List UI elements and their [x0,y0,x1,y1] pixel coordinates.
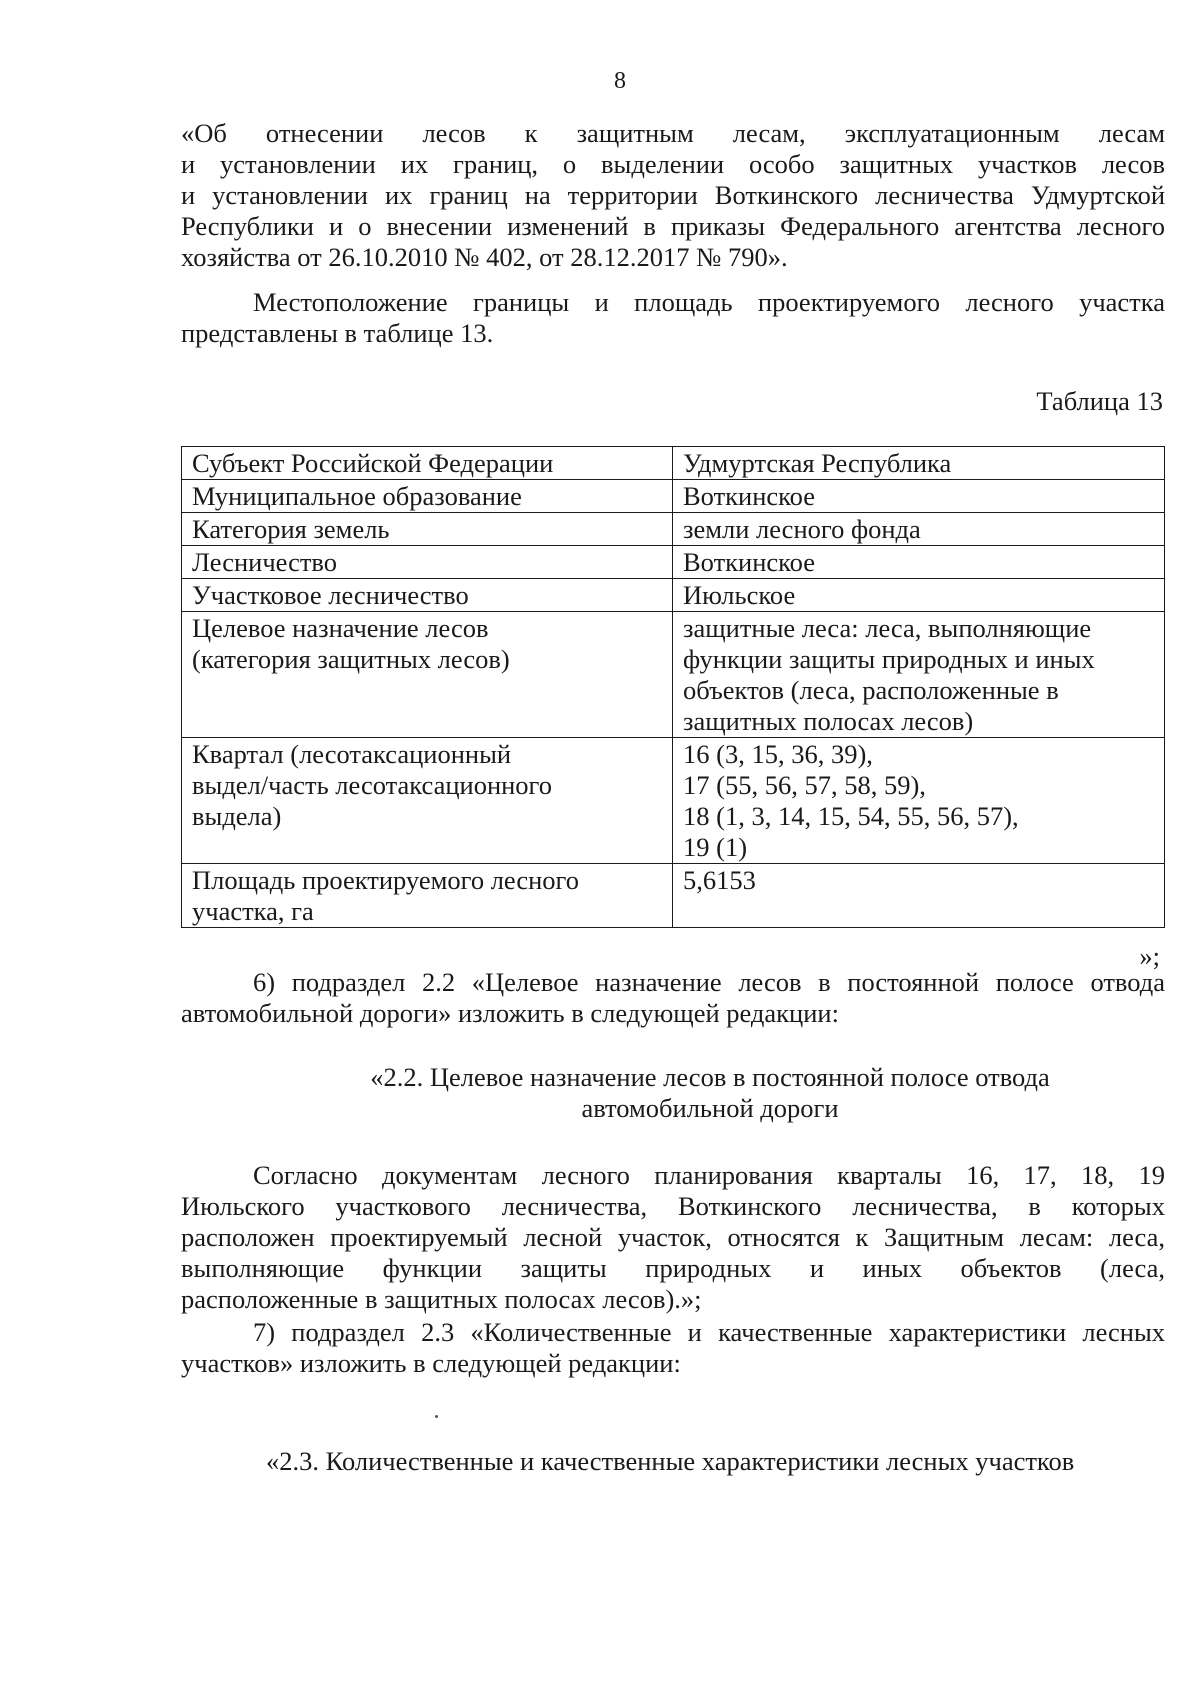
text-line: участков» изложить в следующей редакции: [181,1348,681,1378]
text-line: Республики и о внесении изменений в приказы Федерального агентства лесного [181,211,1165,241]
cell-text: Субъект Российской Федерации [192,448,554,478]
table-cell-label [182,612,673,738]
text-line: выполняющие функции защиты природных и иных объектов (леса, [181,1253,1165,1283]
intro-paragraph [181,118,1165,273]
table-row [182,546,1165,579]
cell-text: Воткинское [683,481,816,511]
table-row [182,480,1165,513]
cell-text: Лесничество [192,547,338,577]
text-line: представлены в таблице 13. [181,318,494,348]
cell-text: Воткинское [683,547,816,577]
table-row [182,513,1165,546]
cell-text: выдела) [192,801,282,831]
table-cell-value [673,447,1165,480]
section-2-2-heading [330,1062,1090,1124]
text-line: и установлении их границ, о выделении особо защитных участков лесов [181,149,1165,179]
table-cell-label [182,513,673,546]
table-cell-label [182,738,673,864]
table-cell-label [182,579,673,612]
cell-text: земли лесного фонда [683,514,921,544]
heading-line: «2.2. Целевое назначение лесов в постоянной полосе отвода [370,1062,1050,1092]
cell-text: Участковое лесничество [192,580,469,610]
table-row [182,738,1165,864]
table-cell-value [673,579,1165,612]
land-plot-table [181,446,1165,928]
cell-text: Площадь проектируемого лесного [192,865,579,895]
table-cell-label [182,447,673,480]
cell-text: защитные леса: леса, выполняющие [683,613,1092,643]
table-cell-value [673,864,1165,928]
table-cell-value [673,546,1165,579]
cell-text: Муниципальное образование [192,481,522,511]
cell-text: участка, га [192,896,314,926]
text-line: 6) подраздел 2.2 «Целевое назначение лесов в постоянной полосе отвода [253,967,1165,997]
table-cell-value [673,513,1165,546]
cell-text: Июльское [683,580,796,610]
table-row [182,612,1165,738]
cell-text: 16 (3, 15, 36, 39), [683,739,873,769]
text-line: хозяйства от 26.10.2010 № 402, от 28.12.2017 № 790». [181,242,788,272]
table-cell-label [182,480,673,513]
heading-line: автомобильной дороги [581,1093,839,1123]
cell-text: Целевое назначение лесов [192,613,489,643]
table-row [182,864,1165,928]
text-line: расположенные в защитных полосах лесов).»; [181,1284,702,1314]
table-cell-value [673,738,1165,864]
cell-text: Удмуртская Республика [683,448,952,478]
cell-text: Категория земель [192,514,390,544]
text-line: Июльского участкового лесничества, Воткинского лесничества, в которых [181,1191,1165,1221]
text-line: расположен проектируемый лесной участок, относятся к Защитным лесам: леса, [181,1222,1165,1252]
text-line: 7) подраздел 2.3 «Количественные и качественные характеристики лесных [253,1317,1165,1347]
table-row [182,447,1165,480]
cell-text: функции защиты природных и иных [683,644,1095,674]
item-6-paragraph [181,967,1165,1029]
cell-text: объектов (леса, расположенные в [683,675,1059,705]
table-cell-value [673,480,1165,513]
page-number: 8 [614,68,626,94]
text-line: и установлении их границ на территории Воткинского лесничества Удмуртской [181,180,1165,210]
text-line: Местоположение границы и площадь проектируемого лесного участка [253,287,1165,317]
cell-text: 18 (1, 3, 14, 15, 54, 55, 56, 57), [683,801,1019,831]
closing-quote: »; [1139,941,1160,971]
table-cell-label [182,864,673,928]
cell-text: выдел/часть лесотаксационного [192,770,553,800]
table-row [182,579,1165,612]
location-paragraph [181,287,1165,349]
cell-text: 19 (1) [683,832,748,862]
table-cell-value [673,612,1165,738]
section-2-2-body [181,1160,1165,1315]
cell-text: 17 (55, 56, 57, 58, 59), [683,770,926,800]
section-2-3-heading: «2.3. Количественные и качественные характеристики лесных участков [266,1446,1075,1476]
table-caption: Таблица 13 [1036,386,1163,416]
text-line: автомобильной дороги» изложить в следующей редакции: [181,998,839,1028]
text-line: Согласно документам лесного планирования кварталы 16, 17, 18, 19 [253,1160,1165,1190]
item-7-paragraph [181,1317,1165,1379]
cell-text: защитных полосах лесов) [683,706,974,736]
text-line: «Об отнесении лесов к защитным лесам, эксплуатационным лесам [181,118,1165,148]
cell-text: Квартал (лесотаксационный [192,739,512,769]
cell-text: 5,6153 [683,865,756,895]
cell-text: (категория защитных лесов) [192,644,510,674]
table-cell-label [182,546,673,579]
scan-speck [435,1415,438,1418]
